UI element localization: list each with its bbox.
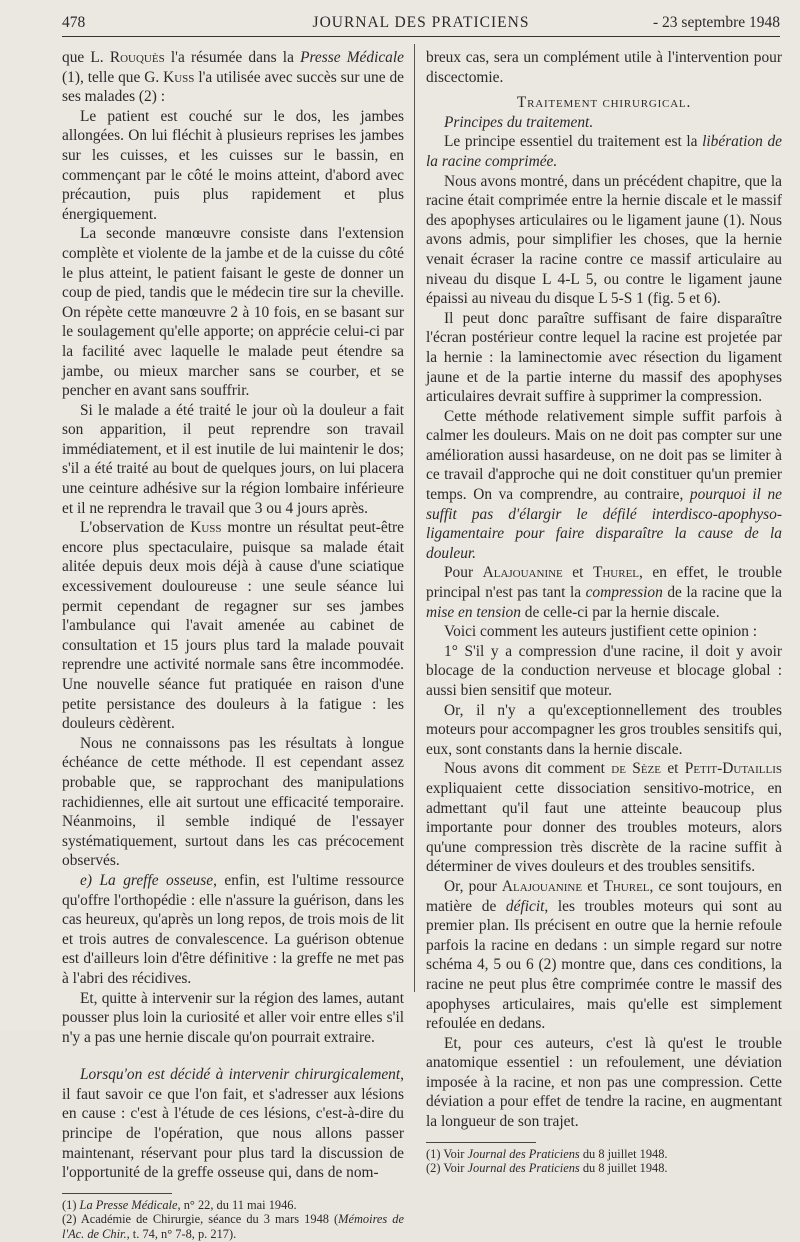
paragraph: Il peut donc paraître suffisant de faire disparaître l'écran postérieur contre lequel la racine est projetée par la hernie : la laminectomie avec résection du ligament jaune et de la partie interne du massif des apophyses articulaires devrait suffire à supprimer la compression.: [426, 309, 782, 406]
footnote: (1) La Presse Médicale, n° 22, du 11 mai 1946.: [62, 1197, 297, 1212]
paragraph: L'observation de Kuss montre un résultat peut-être encore plus spectaculaire, puisque sa malade était alitée depuis deux mois déjà à cause d'une sciatique excessivement douloureuse : une seule séance lui permit cependant de regagner sur ses jambes l'ambulance qui l'avait amenée au cabinet de consultation et 15 jours plus tard la malade pouvait reprendre une activité normale sans être incommodée. Une nouvelle séance fut pratiquée en raison d'une petite persistance des douleurs à la fatigue : les douleurs cèdèrent.: [62, 519, 404, 733]
footnote-rule: [62, 1193, 172, 1194]
page-number: 478: [62, 14, 86, 31]
issue-date: - 23 septembre 1948: [653, 14, 780, 31]
page-header: [62, 12, 780, 37]
paragraph: Si le malade a été traité le jour où la douleur a fait son apparition, il peut reprendre son travail immédiatement, et il est inutile de lui maintenir le dos; s'il a été traité au bout de quelques jours, on lui placera une ceinture adhésive sur la région lombaire inférieure et il ne reprendra le travail que 3 ou 4 jours après.: [62, 401, 404, 517]
paragraph: Et, pour ces auteurs, c'est là qu'est le trouble anatomique essentiel : un refoulement, une déviation imposée à la racine, et non pas une compression. Cette déviation a pour effet de tendre la racine, en augmentant la longueur de son trajet.: [426, 1034, 782, 1131]
right-column: [426, 48, 782, 1176]
paragraph: Nous avons dit comment de Sèze et Petit-Dutaillis expliquaient cette dissociation sensitivo-motrice, en admettant qu'il faut une atteinte beaucoup plus importante pour donner des troubles moteurs, alors qu'une compression très discrète de la racine suffit à déterminer de vives douleurs et des troubles sensitifs.: [426, 760, 782, 876]
footnote: (2) Académie de Chirurgie, séance du 3 mars 1948 (Mémoires de l'Ac. de Chir., t. 74, n° 7-8, p. 217).: [62, 1212, 404, 1242]
footnote-rule: [426, 1142, 536, 1143]
journal-title: JOURNAL DES PRATICIENS: [312, 14, 530, 31]
paragraph: e) La greffe osseuse, enfin, est l'ultime ressource qu'offre l'orthopédie : elle n'assure la guérison, dans les cas heureux, qu'après un long repos, de trois mois de lit et trois autres de convalescence. La guérison obtenue est d'ailleurs loin d'être définitive : la greffe ne met pas à l'abri des récidives.: [62, 871, 404, 987]
paragraph: Nous avons montré, dans un précédent chapitre, que la racine était comprimée entre la hernie discale et le massif des apophyses articulaires ou le ligament jaune (1). Nous avons admis, pour simplifier les choses, que la hernie venait écraser la racine contre ce massif articulaire au niveau du disque L 4-L 5, ou contre le ligament jaune épaissi au niveau du disque L 5-S 1 (fig. 5 et 6).: [426, 172, 782, 308]
paragraph: Pour Alajouanine et Thurel, en effet, le trouble principal n'est pas tant la compression de la racine que la mise en tension de celle-ci par la hernie discale.: [426, 564, 782, 621]
footnote: (2) Voir Journal des Praticiens du 8 juillet 1948.: [426, 1161, 668, 1176]
section-heading: Traitement chirurgical.: [516, 94, 692, 112]
subsection-heading: Principes du traitement.: [444, 113, 594, 131]
column-divider: [414, 44, 415, 992]
paragraph: breux cas, sera un complément utile à l'intervention pour discectomie.: [426, 49, 782, 86]
paragraph: que L. Rouquès l'a résumée dans la Presse Médicale (1), telle que G. Kuss l'a utilisée avec succès sur une de ses malades (2) :: [62, 49, 405, 106]
paragraph: Le principe essentiel du traitement est la libération de la racine comprimée.: [426, 133, 782, 170]
paragraph: Or, pour Alajouanine et Thurel, ce sont toujours, en matière de déficit, les troubles moteurs qui sont au premier plan. Ils précisent en outre que la hernie refoule parfois la racine en dedans : un simple regard sur notre schéma 4, 5 ou 6 (2) montre que, dans ces conditions, la racine ne peut plus être comprimée contre le massif des apophyses articulaires, mais qu'elle est simplement refoulée en dedans.: [426, 877, 783, 1033]
footnote: (1) Voir Journal des Praticiens du 8 juillet 1948.: [426, 1146, 668, 1161]
paragraph: Lorsqu'on est décidé à intervenir chirurgicalement, il faut savoir ce que l'on fait, et s'adresser aux lésions en cause : c'est à l'étude de ces lésions, c'est-à-dire du principe de l'opération, que nous allons passer maintenant, réservant pour plus tard la discussion de l'opportunité de la greffe osseuse qui, dans de nom-: [62, 1066, 404, 1182]
paragraph: Voici comment les auteurs justifient cette opinion :: [444, 623, 758, 641]
paragraph: Cette méthode relativement simple suffit parfois à calmer les douleurs. Mais on ne doit pas compter sur une amélioration aussi hasardeuse, on ne doit pas se limiter à ce travail d'approche qui ne doit constituer qu'un premier temps. On va comprendre, au contraire, pourquoi il ne suffit pas d'élargir le défilé interdisco-apophyso-ligamentaire pour faire disparaître la cause de la douleur.: [426, 407, 783, 562]
left-column: [62, 48, 404, 1242]
paragraph: Le patient est couché sur le dos, les jambes allongées. On lui fléchit à plusieurs reprises les jambes sur les cuisses, et les cuisses sur le bassin, en commençant par le côté le moins atteint, d'abord avec précaution, puis plus rapidement et plus énergiquement.: [62, 107, 404, 223]
paragraph: Et, quitte à intervenir sur la région des lames, autant pousser plus loin la curiosité et aller voir entre elles s'il n'y a pas une hernie discale qu'on pourrait extraire.: [62, 989, 404, 1046]
paragraph: La seconde manœuvre consiste dans l'extension complète et violente de la jambe et de la cuisse du côté le plus atteint, le patient faisant le geste de donner un coup de pied, tandis que le médecin tire sur la cheville. On répète cette manœuvre 2 à 10 fois, en se basant sur le soulagement qu'elle apporte; on apprécie celui-ci par la facilité avec laquelle le malade peut étendre sa jambe, ou mieux marcher sans se courber, et se pencher en avant sans souffrir.: [62, 225, 404, 400]
paragraph: Or, il n'y a qu'exceptionnellement des troubles moteurs pour accompagner les gros troubles sensitifs qui, eux, sont constants dans la hernie discale.: [426, 701, 782, 758]
paragraph: 1° S'il y a compression d'une racine, il doit y avoir blocage de la conduction nerveuse et blocage global : aussi bien sensitif que moteur.: [426, 642, 782, 699]
paragraph: Nous ne connaissons pas les résultats à longue échéance de cette méthode. Il est cependant assez probable que, se rapprochant des manipulations rachidiennes, elle ait surtout une efficacité temporaire. Néanmoins, il semble indiqué de l'essayer systématiquement, surtout dans les cas précocement observés.: [62, 734, 404, 870]
